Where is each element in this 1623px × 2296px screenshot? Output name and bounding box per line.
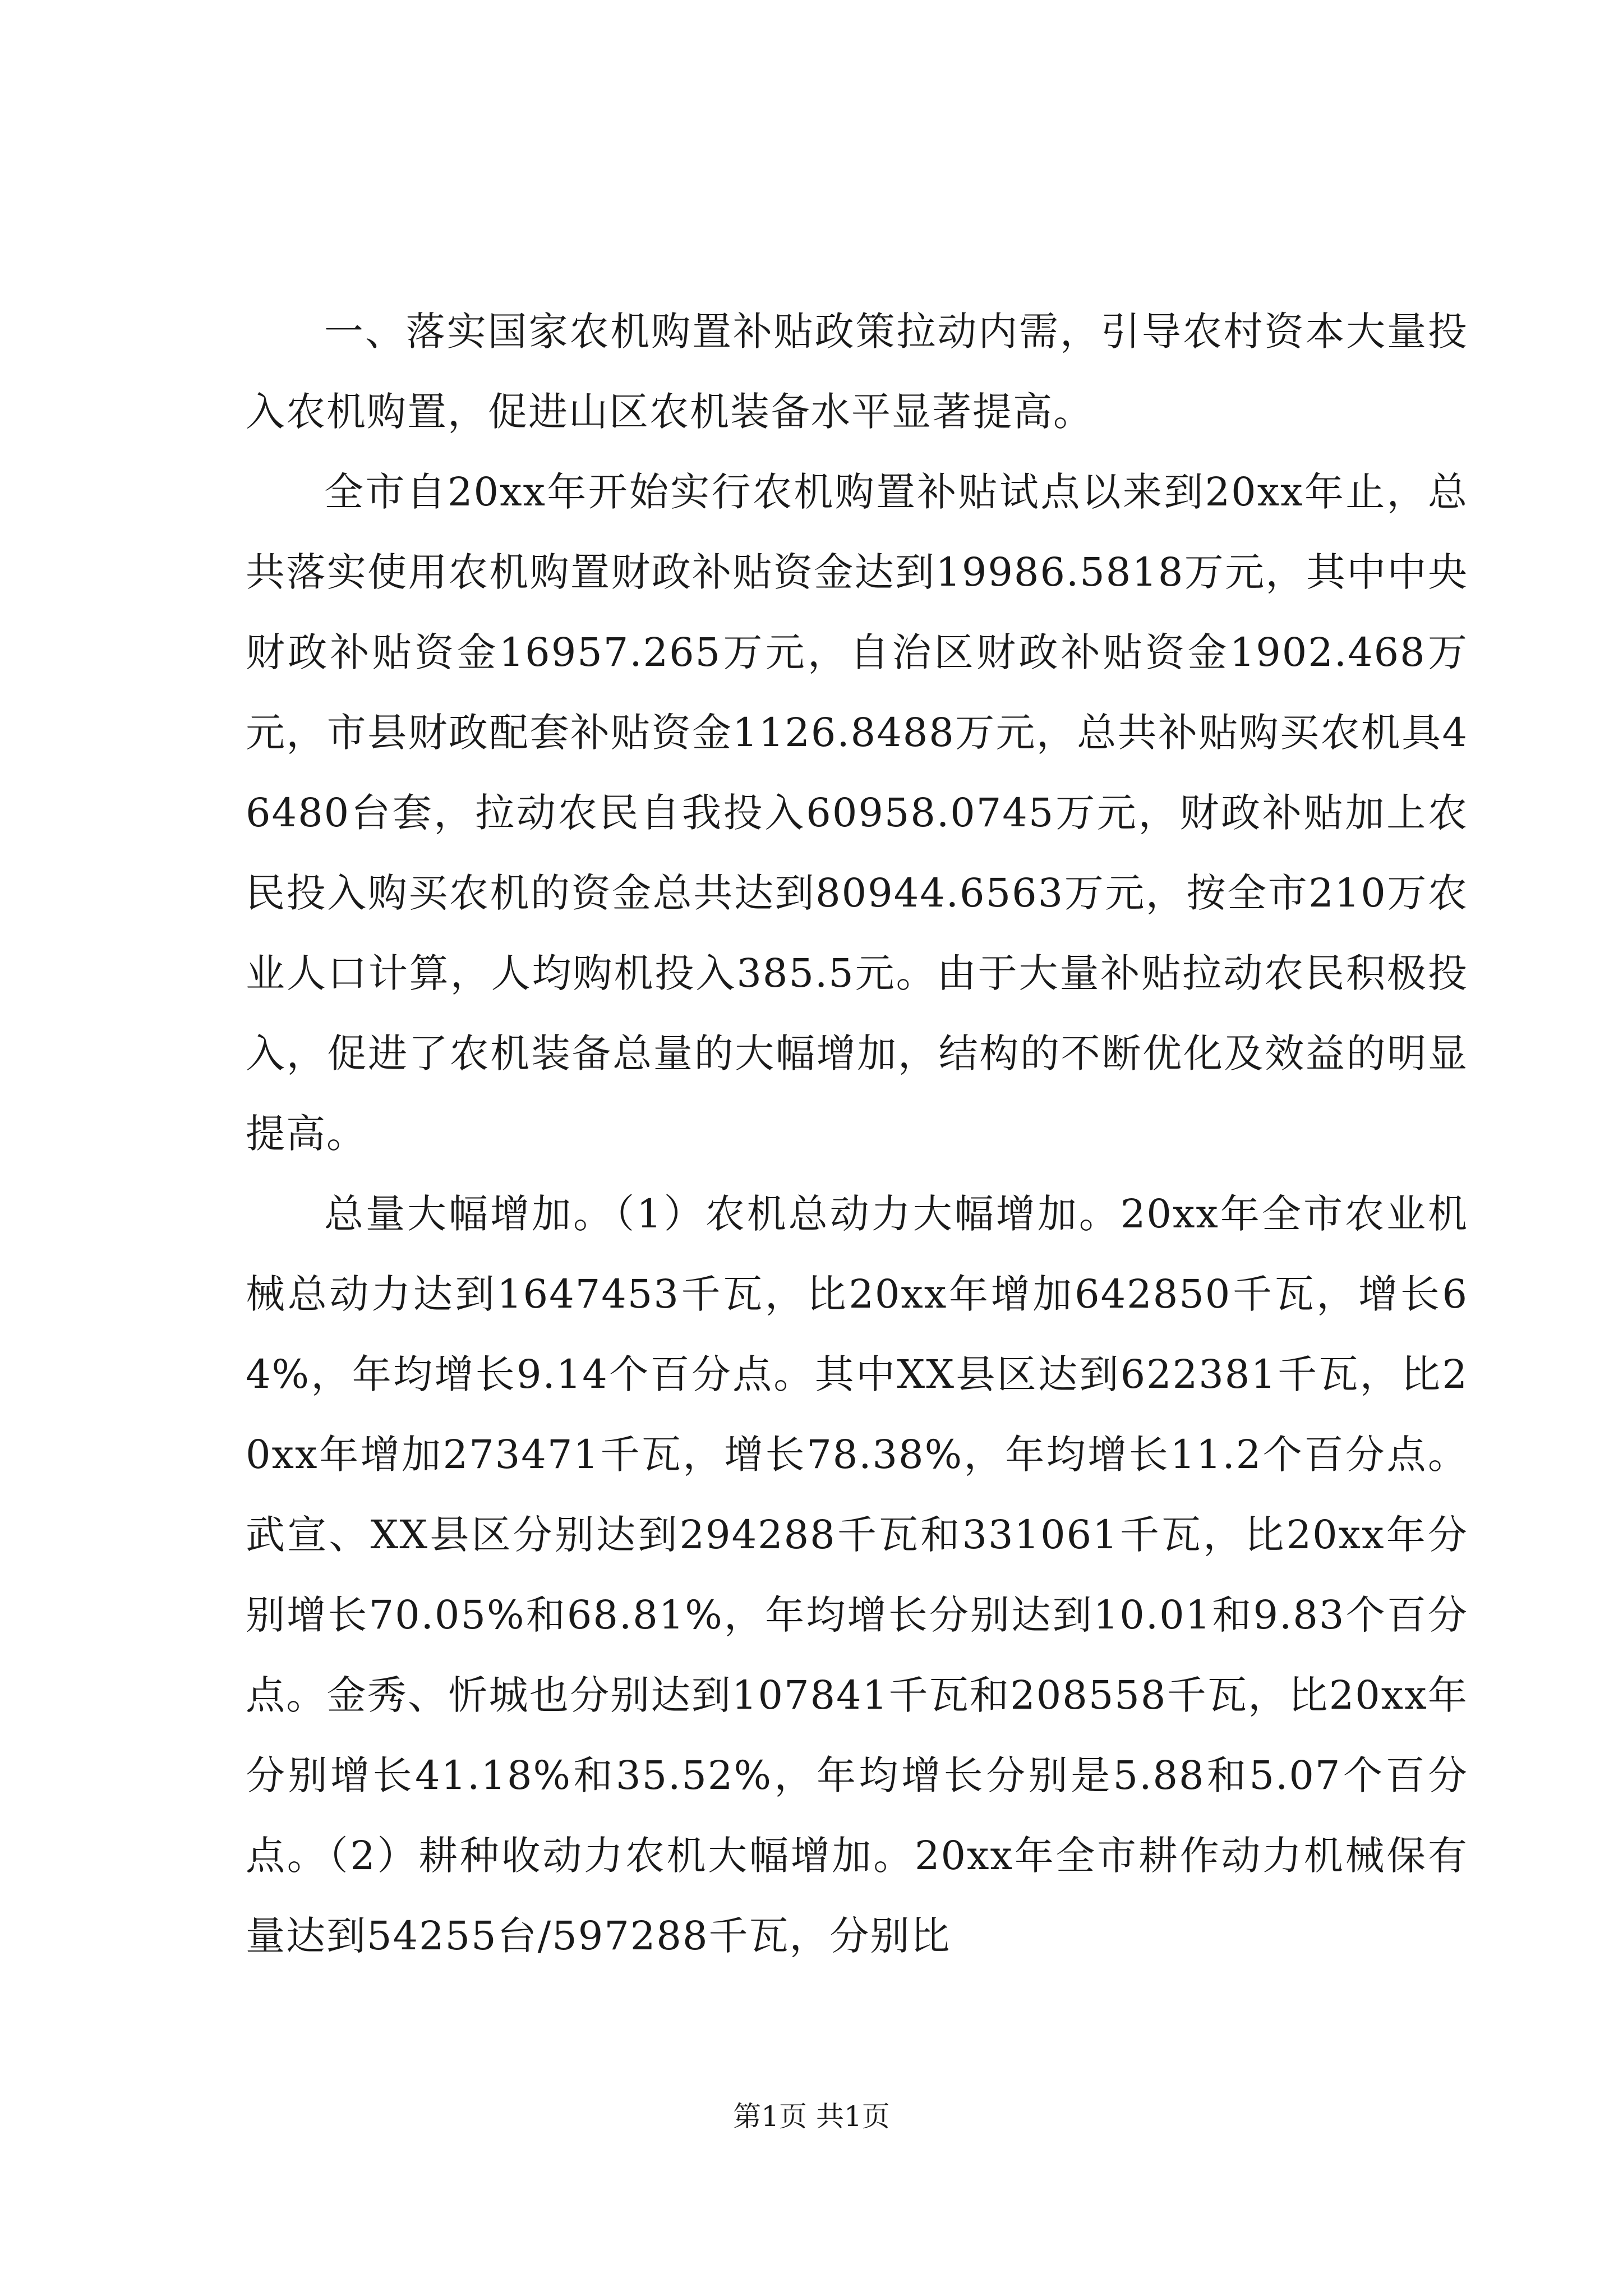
document-body bbox=[246, 292, 1468, 1976]
paragraph-section-heading: 一、落实国家农机购置补贴政策拉动内需，引导农村资本大量投入农机购置，促进山区农机装备水平显著提高。 bbox=[246, 309, 1468, 435]
page-footer: 第1页 共1页 bbox=[733, 2100, 890, 2133]
paragraph-subsidy-funds: 全市自20xx年开始实行农机购置补贴试点以来到20xx年止，总共落实使用农机购置财政补贴资金达到19986.5818万元，其中中央财政补贴资金16957.265万元，自治区财政补贴资金1902.468万元，市县财政配套补贴资金1126.8488万元，总共补贴购买农机具46480台套，拉动农民自我投入60958.0745万元，财政补贴加上农民投入购买农机的资金总共达到80944.6563万元，按全市210万农业人口计算，人均购机投入385.5元。由于大量补贴拉动农民积极投入，促进了农机装备总量的大幅增加，结构的不断优化及效益的明显提高。 bbox=[246, 469, 1468, 1157]
paragraph-total-power: 总量大幅增加。（1）农机总动力大幅增加。20xx年全市农业机械总动力达到1647453千瓦，比20xx年增加642850千瓦，增长64%，年均增长9.14个百分点。其中XX县区达到622381千瓦，比20xx年增加273471千瓦，增长78.38%，年均增长11.2个百分点。武宣、XX县区分别达到294288千瓦和331061千瓦，比20xx年分别增长70.05%和68.81%，年均增长分别达到10.01和9.83个百分点。金秀、忻城也分别达到107841千瓦和208558千瓦，比20xx年分别增长41.18%和35.52%，年均增长分别是5.88和5.07个百分点。（2）耕种收动力农机大幅增加。20xx年全市耕作动力机械保有量达到54255台/597288千瓦，分别比 bbox=[246, 1191, 1468, 1959]
